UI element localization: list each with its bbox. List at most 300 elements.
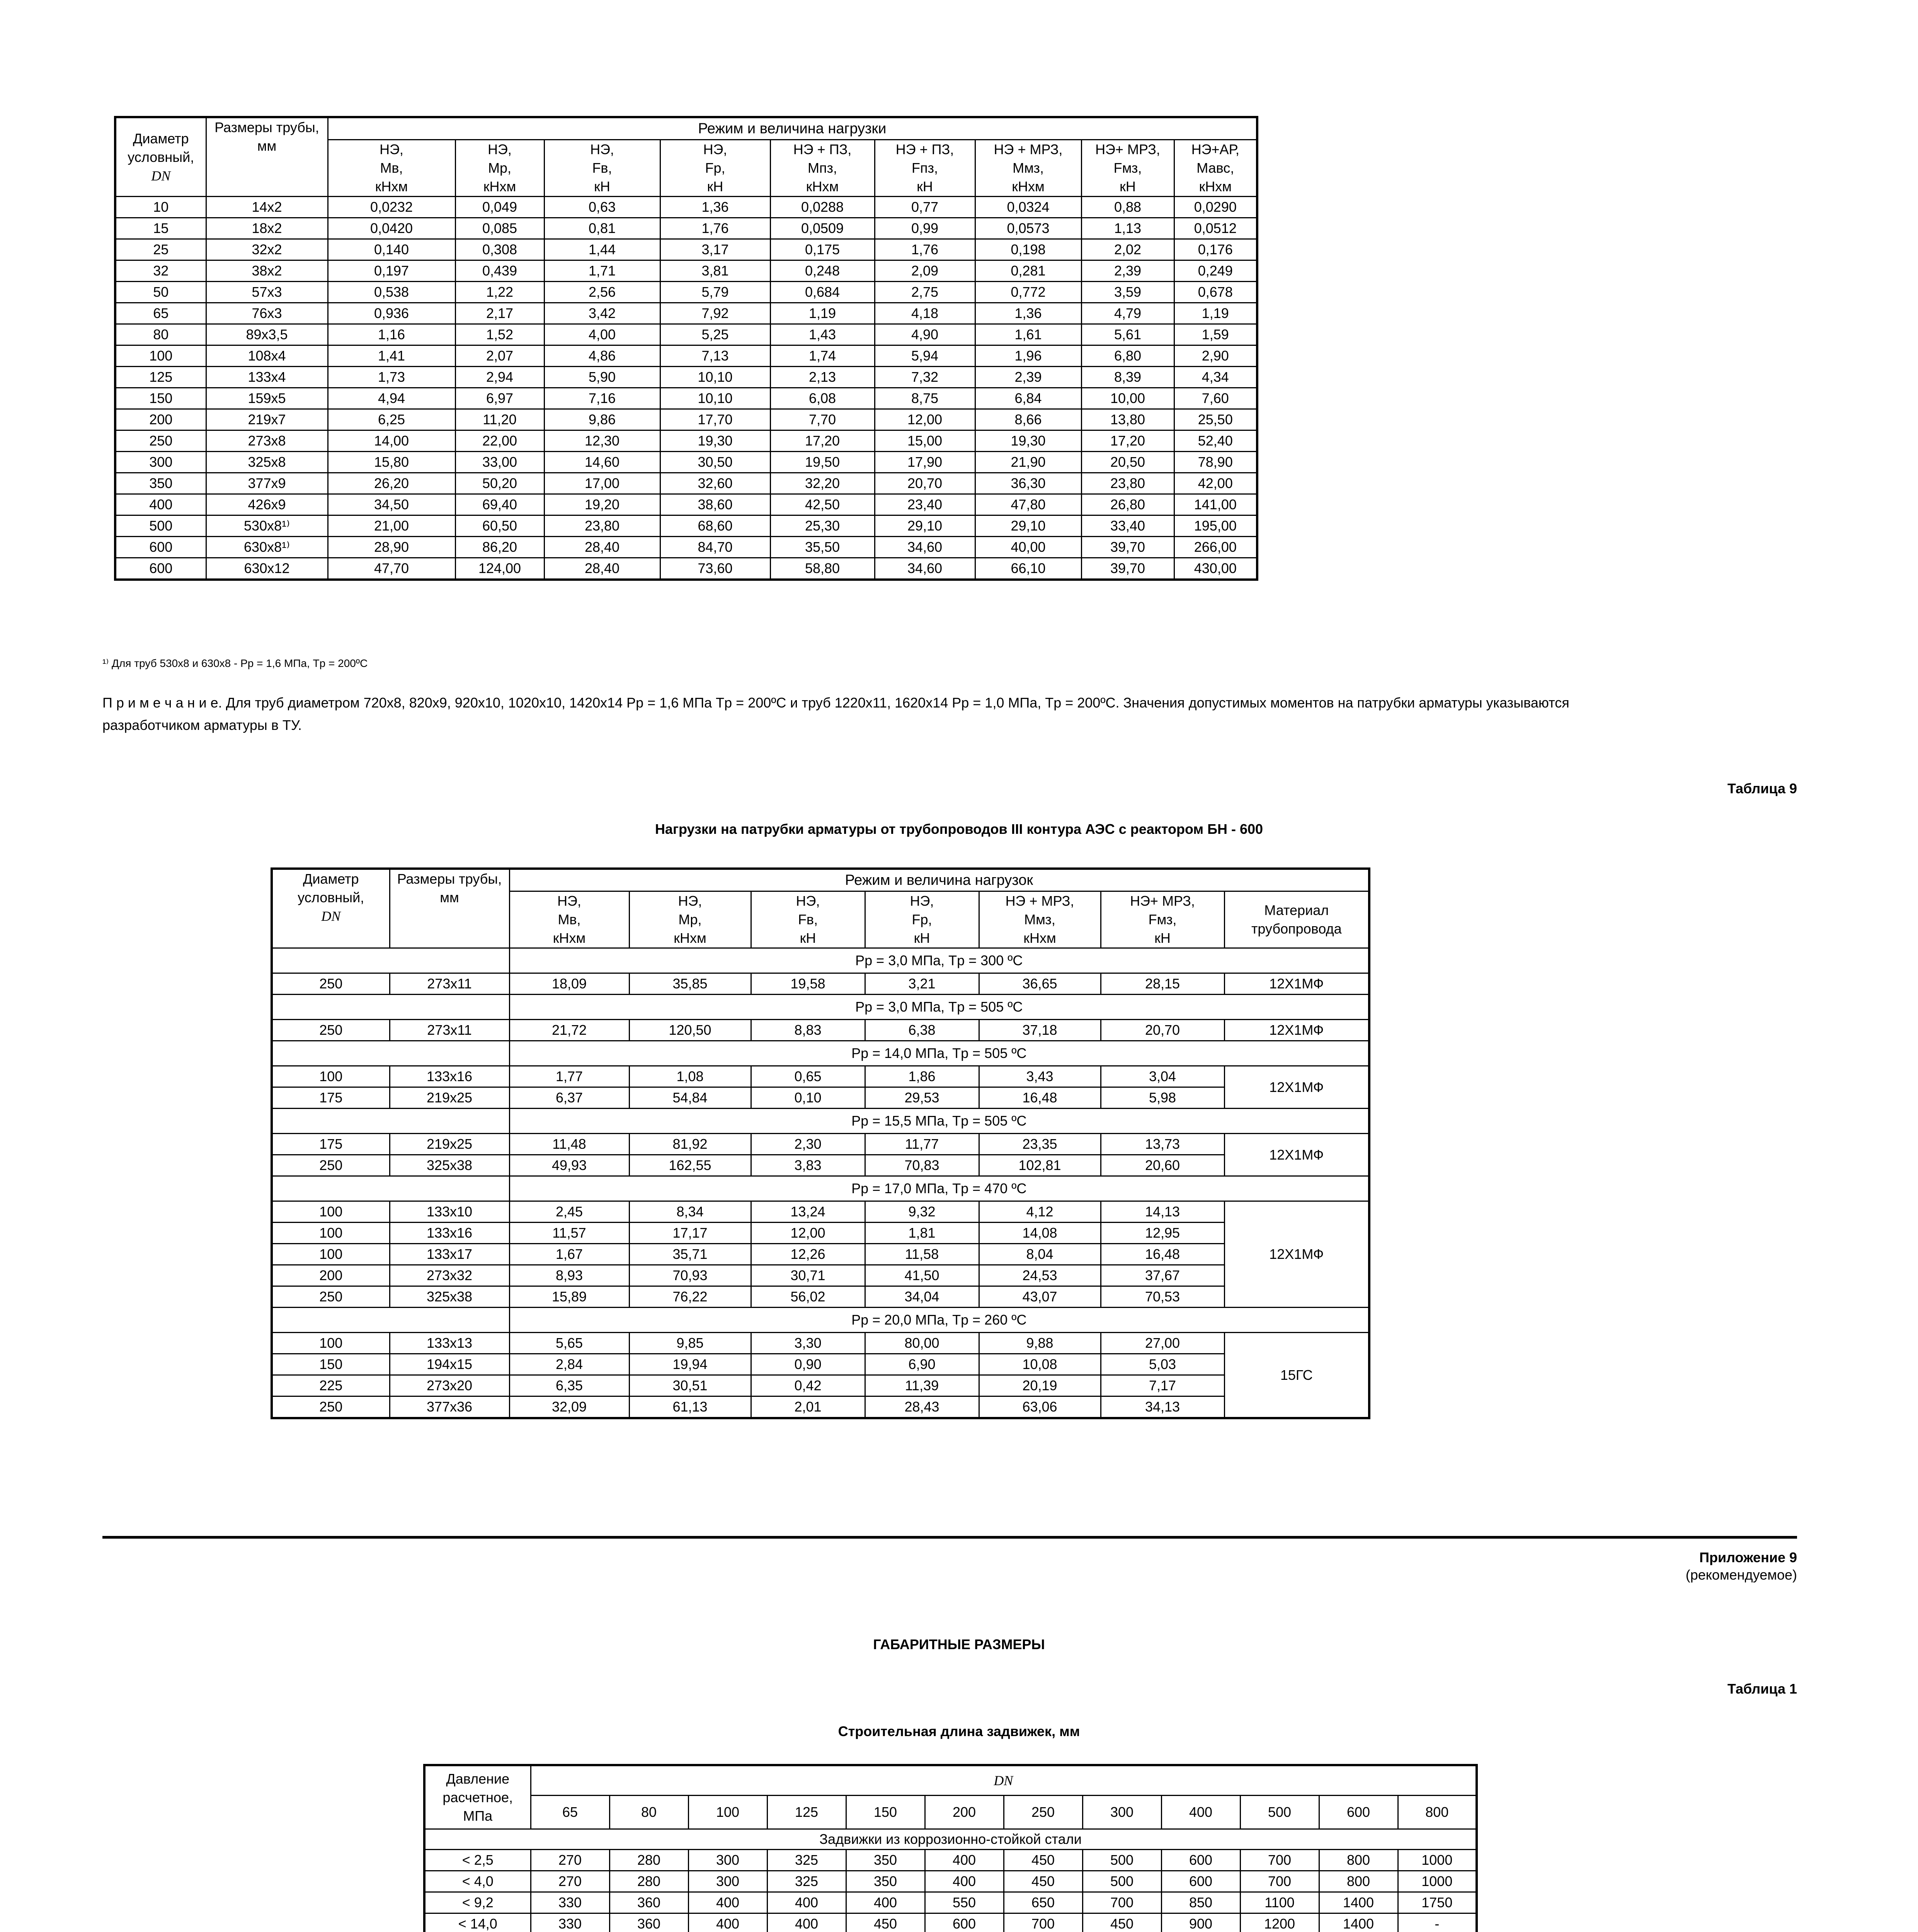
table-cell: 0,0573 — [975, 218, 1081, 239]
table-cell: 29,10 — [975, 515, 1081, 537]
condition-row — [272, 1041, 1369, 1066]
load-column-header — [979, 891, 1101, 948]
header-line: кН — [1120, 179, 1136, 194]
table-cell: 700 — [1240, 1850, 1319, 1871]
table-row — [424, 1871, 1477, 1892]
table-cell: 36,65 — [979, 973, 1101, 995]
condition-label: Pр = 3,0 МПа, Tр = 300 ºС — [509, 948, 1369, 973]
table-cell: 5,98 — [1101, 1087, 1224, 1109]
table-row — [272, 1265, 1369, 1286]
header-line: кНхм — [553, 930, 586, 946]
table-cell: 1,44 — [544, 239, 660, 260]
condition-spacer — [272, 1041, 509, 1066]
section-divider — [102, 1536, 1797, 1539]
header-line: НЭ, — [557, 893, 581, 909]
table-cell: 377х36 — [390, 1396, 509, 1418]
table-cell: 30,51 — [629, 1375, 751, 1396]
table-cell: 500 — [115, 515, 206, 537]
header-line: кНхм — [1012, 179, 1045, 194]
table-cell: 19,94 — [629, 1354, 751, 1375]
table-row — [272, 1087, 1369, 1109]
table-cell: 700 — [1082, 1892, 1161, 1913]
dn-header-text: Диаметр условный, — [128, 130, 194, 165]
table-cell: 273х8 — [206, 430, 328, 452]
table-cell: 17,90 — [875, 452, 975, 473]
table-cell: 219х7 — [206, 409, 328, 430]
condition-label: Pр = 14,0 МПа, Tр = 505 ºС — [509, 1041, 1369, 1066]
table-cell: 133х16 — [390, 1066, 509, 1087]
appendix-heading: ГАБАРИТНЫЕ РАЗМЕРЫ — [873, 1636, 1045, 1652]
table-cell: 600 — [115, 558, 206, 580]
table-cell: 2,94 — [455, 367, 544, 388]
table-cell: 15 — [115, 218, 206, 239]
table-cell: 6,37 — [509, 1087, 629, 1109]
condition-spacer — [272, 948, 509, 973]
table-cell: 600 — [1161, 1850, 1240, 1871]
table-cell: 16,48 — [1101, 1244, 1224, 1265]
table-cell: 6,80 — [1081, 345, 1174, 367]
header-line: НЭ+АР, — [1191, 141, 1239, 157]
table-cell: 200 — [115, 409, 206, 430]
table-cell: 9,32 — [865, 1201, 979, 1223]
table-cell: 80 — [115, 324, 206, 345]
table-cell: 36,30 — [975, 473, 1081, 494]
table-cell: 7,13 — [660, 345, 770, 367]
table-cell: 6,08 — [770, 388, 875, 409]
table-cell: 9,85 — [629, 1333, 751, 1354]
table-cell: 25,30 — [770, 515, 875, 537]
loads-table-continued — [114, 116, 1258, 581]
table-cell: 0,198 — [975, 239, 1081, 260]
table-row — [115, 218, 1257, 239]
loads-table-bn600 — [271, 867, 1370, 1419]
table-cell: 10,08 — [979, 1354, 1101, 1375]
table-cell: 100 — [272, 1066, 390, 1087]
table-cell: 73,60 — [660, 558, 770, 580]
header-line: НЭ + ПЗ, — [895, 141, 954, 157]
table-cell: 2,84 — [509, 1354, 629, 1375]
table-cell: 2,02 — [1081, 239, 1174, 260]
table-cell: 19,20 — [544, 494, 660, 515]
header-row — [424, 1765, 1477, 1796]
table-cell: 280 — [609, 1850, 688, 1871]
header-line: кНхм — [674, 930, 706, 946]
material-cell: 12Х1МФ — [1224, 973, 1369, 995]
table-cell: 325 — [767, 1850, 846, 1871]
table-cell: 28,40 — [544, 558, 660, 580]
table-cell: 0,63 — [544, 197, 660, 218]
table-cell: 400 — [767, 1913, 846, 1932]
table-cell: 0,88 — [1081, 197, 1174, 218]
pressure-cell: < 4,0 — [424, 1871, 531, 1892]
header-line: Ммз, — [1024, 912, 1055, 927]
table-cell: 76,22 — [629, 1286, 751, 1308]
table-cell: 300 — [688, 1871, 767, 1892]
table-cell: 325х38 — [390, 1286, 509, 1308]
table-cell: 273х11 — [390, 973, 509, 995]
table-cell: 133х10 — [390, 1201, 509, 1223]
table-cell: 4,34 — [1174, 367, 1257, 388]
table-cell: 19,50 — [770, 452, 875, 473]
table-cell: 133х16 — [390, 1223, 509, 1244]
dn-value: 100 — [688, 1796, 767, 1829]
header-line: кН — [707, 179, 723, 194]
table-cell: 6,90 — [865, 1354, 979, 1375]
header-line: НЭ, — [703, 141, 727, 157]
table-cell: 0,538 — [328, 282, 455, 303]
table-cell: 30,71 — [751, 1265, 865, 1286]
size-header: Размеры трубы, мм — [390, 869, 509, 948]
table-cell: 1750 — [1398, 1892, 1477, 1913]
dn-header-text: Диаметр условный, — [298, 871, 364, 905]
table-8 — [114, 116, 1258, 581]
table-row — [115, 515, 1257, 537]
table-row — [115, 537, 1257, 558]
table-cell: 133х4 — [206, 367, 328, 388]
table-cell: 600 — [925, 1913, 1004, 1932]
table-cell: 125 — [115, 367, 206, 388]
table-cell: 60,50 — [455, 515, 544, 537]
table-cell: 700 — [1004, 1913, 1082, 1932]
table-cell: 6,25 — [328, 409, 455, 430]
header-line: кН — [914, 930, 930, 946]
table-cell: 0,10 — [751, 1087, 865, 1109]
table-1-title: Строительная длина задвижек, мм — [838, 1723, 1080, 1739]
header-line: кНхм — [375, 179, 408, 194]
table-cell: 0,81 — [544, 218, 660, 239]
table-cell: 270 — [531, 1871, 609, 1892]
table-cell: 0,0290 — [1174, 197, 1257, 218]
table-row — [115, 452, 1257, 473]
table-cell: 39,70 — [1081, 558, 1174, 580]
table-cell: 7,60 — [1174, 388, 1257, 409]
table-cell: 26,80 — [1081, 494, 1174, 515]
table-cell: 6,97 — [455, 388, 544, 409]
table-cell: 37,18 — [979, 1020, 1101, 1041]
table-cell: 450 — [1004, 1871, 1082, 1892]
dn-value: 200 — [925, 1796, 1004, 1829]
table-row — [272, 1155, 1369, 1176]
table-cell: 34,04 — [865, 1286, 979, 1308]
condition-row — [272, 1308, 1369, 1333]
table-cell: 15,80 — [328, 452, 455, 473]
table-cell: 11,48 — [509, 1134, 629, 1155]
table-cell: 1,67 — [509, 1244, 629, 1265]
table-row — [115, 303, 1257, 324]
header-line: кНхм — [483, 179, 516, 194]
load-column-header — [544, 140, 660, 197]
table-cell: 5,25 — [660, 324, 770, 345]
table-cell: 5,79 — [660, 282, 770, 303]
table-cell: 7,16 — [544, 388, 660, 409]
pressure-header: Давление расчетное, МПа — [424, 1765, 531, 1829]
header-row — [272, 869, 1369, 891]
table-cell: 18х2 — [206, 218, 328, 239]
table-cell: 800 — [1319, 1850, 1398, 1871]
table-cell: 3,04 — [1101, 1066, 1224, 1087]
header-line: Fв, — [798, 912, 818, 927]
table-cell: 700 — [1240, 1871, 1319, 1892]
table-cell: 1000 — [1398, 1850, 1477, 1871]
table-cell: 23,80 — [1081, 473, 1174, 494]
table-cell: 2,75 — [875, 282, 975, 303]
table-cell: 150 — [115, 388, 206, 409]
table-cell: 20,60 — [1101, 1155, 1224, 1176]
table-row — [115, 409, 1257, 430]
table-cell: 630х12 — [206, 558, 328, 580]
header-line: Fр, — [705, 160, 725, 176]
header-line: НЭ, — [796, 893, 820, 909]
table-cell: 23,35 — [979, 1134, 1101, 1155]
table-cell: 2,30 — [751, 1134, 865, 1155]
table-cell: 70,83 — [865, 1155, 979, 1176]
header-line: Fмз, — [1148, 912, 1177, 927]
table-cell: 1,22 — [455, 282, 544, 303]
table-cell: 40,00 — [975, 537, 1081, 558]
pressure-cell: < 2,5 — [424, 1850, 531, 1871]
table-cell: 5,90 — [544, 367, 660, 388]
table-cell: 250 — [272, 1020, 390, 1041]
table-cell: 17,20 — [1081, 430, 1174, 452]
table-cell: 84,70 — [660, 537, 770, 558]
table-cell: 1,41 — [328, 345, 455, 367]
table-cell: 14,13 — [1101, 1201, 1224, 1223]
table-cell: 0,281 — [975, 260, 1081, 282]
table-row — [115, 197, 1257, 218]
table-cell: 17,17 — [629, 1223, 751, 1244]
table-cell: 7,17 — [1101, 1375, 1224, 1396]
material-cell: 12Х1МФ — [1224, 1201, 1369, 1308]
table-cell: 7,32 — [875, 367, 975, 388]
table-cell: 850 — [1161, 1892, 1240, 1913]
header-line: НЭ, — [678, 893, 702, 909]
material-cell: 12Х1МФ — [1224, 1020, 1369, 1041]
table-cell: 1200 — [1240, 1913, 1319, 1932]
table-cell: 37,67 — [1101, 1265, 1224, 1286]
table-cell: 70,53 — [1101, 1286, 1224, 1308]
table-cell: 61,13 — [629, 1396, 751, 1418]
table-cell: 1,52 — [455, 324, 544, 345]
table-cell: 300 — [115, 452, 206, 473]
header-line: Мв, — [558, 912, 581, 927]
size-header: Размеры трубы, мм — [206, 117, 328, 197]
table-cell: 30,50 — [660, 452, 770, 473]
table-cell: 600 — [1161, 1871, 1240, 1892]
table-cell: 6,38 — [865, 1020, 979, 1041]
table-cell: 1,59 — [1174, 324, 1257, 345]
table-cell: 250 — [272, 973, 390, 995]
table-cell: 450 — [846, 1913, 925, 1932]
table-cell: 78,90 — [1174, 452, 1257, 473]
table-cell: 360 — [609, 1892, 688, 1913]
load-column-header — [1081, 140, 1174, 197]
header-line: НЭ, — [380, 141, 403, 157]
table-cell: 219х25 — [390, 1087, 509, 1109]
table-cell: 17,70 — [660, 409, 770, 430]
table-cell: 42,50 — [770, 494, 875, 515]
header-line: Мавс, — [1196, 160, 1234, 176]
table-cell: 12,00 — [751, 1223, 865, 1244]
table-cell: 11,57 — [509, 1223, 629, 1244]
table-cell: 2,09 — [875, 260, 975, 282]
table-cell: 330 — [531, 1913, 609, 1932]
table-cell: 400 — [925, 1850, 1004, 1871]
gate-valve-length-table — [423, 1764, 1478, 1932]
table-cell: 0,140 — [328, 239, 455, 260]
condition-spacer — [272, 1109, 509, 1134]
table-cell: 1,86 — [865, 1066, 979, 1087]
table-row — [272, 1333, 1369, 1354]
material-cell: 12Х1МФ — [1224, 1134, 1369, 1176]
table-cell: 450 — [1082, 1913, 1161, 1932]
table-cell: 65 — [115, 303, 206, 324]
material-header: Материал трубопровода — [1224, 891, 1369, 948]
table-cell: 500 — [1082, 1850, 1161, 1871]
header-line: Fр, — [912, 912, 932, 927]
table-cell: 17,00 — [544, 473, 660, 494]
table-cell: 4,86 — [544, 345, 660, 367]
table-cell: 273х11 — [390, 1020, 509, 1041]
table-cell: 10,10 — [660, 388, 770, 409]
table-cell: 100 — [272, 1201, 390, 1223]
header-line: Fпз, — [912, 160, 938, 176]
table-cell: 13,73 — [1101, 1134, 1224, 1155]
condition-row — [272, 1109, 1369, 1134]
table-row — [115, 260, 1257, 282]
table-cell: 1,08 — [629, 1066, 751, 1087]
table-9 — [271, 867, 1370, 1419]
table-cell: 175 — [272, 1087, 390, 1109]
table-cell: 0,90 — [751, 1354, 865, 1375]
table-cell: 34,60 — [875, 558, 975, 580]
header-line: Мпз, — [808, 160, 837, 176]
header-line: НЭ, — [910, 893, 934, 909]
table-cell: 3,83 — [751, 1155, 865, 1176]
table-cell: 21,72 — [509, 1020, 629, 1041]
table-cell: 225 — [272, 1375, 390, 1396]
table-cell: 14,08 — [979, 1223, 1101, 1244]
table-row — [272, 1286, 1369, 1308]
table-cell: 34,13 — [1101, 1396, 1224, 1418]
load-column-header — [975, 140, 1081, 197]
pressure-cell: < 9,2 — [424, 1892, 531, 1913]
table-cell: 550 — [925, 1892, 1004, 1913]
table-cell: 14х2 — [206, 197, 328, 218]
mode-header: Режим и величина нагрузок — [509, 869, 1369, 891]
table-cell: 25,50 — [1174, 409, 1257, 430]
table-cell: 50,20 — [455, 473, 544, 494]
table-row — [272, 1244, 1369, 1265]
load-column-header — [865, 891, 979, 948]
table-row — [272, 1066, 1369, 1087]
table-cell: 57х3 — [206, 282, 328, 303]
table-cell: 2,45 — [509, 1201, 629, 1223]
table-row — [115, 558, 1257, 580]
table-cell: 9,88 — [979, 1333, 1101, 1354]
table-cell: 28,43 — [865, 1396, 979, 1418]
table-cell: 66,10 — [975, 558, 1081, 580]
table-cell: 33,40 — [1081, 515, 1174, 537]
condition-spacer — [272, 1176, 509, 1201]
table-cell: 0,0420 — [328, 218, 455, 239]
table-cell: 29,53 — [865, 1087, 979, 1109]
table-cell: 8,34 — [629, 1201, 751, 1223]
table-cell: 16,48 — [979, 1087, 1101, 1109]
table-9-label: Таблица 9 — [1727, 781, 1797, 796]
table-cell: 270 — [531, 1850, 609, 1871]
section-row — [424, 1829, 1477, 1850]
table-cell: 2,13 — [770, 367, 875, 388]
table-cell: 5,61 — [1081, 324, 1174, 345]
dn-value: 250 — [1004, 1796, 1082, 1829]
dn-symbol: DN — [531, 1765, 1477, 1796]
table-cell: 0,0512 — [1174, 218, 1257, 239]
table-cell: 35,85 — [629, 973, 751, 995]
note-line-2: разработчиком арматуры в ТУ. — [102, 717, 302, 733]
table-cell: 273х20 — [390, 1375, 509, 1396]
table-cell: 600 — [115, 537, 206, 558]
header-line: Fмз, — [1113, 160, 1142, 176]
header-line: НЭ, — [488, 141, 512, 157]
table-row — [115, 430, 1257, 452]
table-cell: 12,26 — [751, 1244, 865, 1265]
table-cell: 1400 — [1319, 1892, 1398, 1913]
table-cell: 12,30 — [544, 430, 660, 452]
table-cell: 530х8¹⁾ — [206, 515, 328, 537]
table-cell: 8,39 — [1081, 367, 1174, 388]
table-cell: 195,00 — [1174, 515, 1257, 537]
table-cell: 133х13 — [390, 1333, 509, 1354]
table-cell: 10,10 — [660, 367, 770, 388]
header-line: Мр, — [678, 912, 702, 927]
table-row — [115, 367, 1257, 388]
table-cell: 108х4 — [206, 345, 328, 367]
table-cell: 50 — [115, 282, 206, 303]
table-cell: 28,90 — [328, 537, 455, 558]
table-cell: 49,93 — [509, 1155, 629, 1176]
dn-value: 800 — [1398, 1796, 1477, 1829]
table-row — [115, 494, 1257, 515]
table-cell: 5,03 — [1101, 1354, 1224, 1375]
header-line: кНхм — [806, 179, 839, 194]
table-cell: 400 — [925, 1871, 1004, 1892]
table-cell: 1,36 — [660, 197, 770, 218]
table-cell: 1,43 — [770, 324, 875, 345]
dn-value: 65 — [531, 1796, 609, 1829]
table-cell: 3,17 — [660, 239, 770, 260]
table-cell: 19,30 — [975, 430, 1081, 452]
table-cell: 27,00 — [1101, 1333, 1224, 1354]
table-cell: 100 — [115, 345, 206, 367]
header-line: НЭ, — [590, 141, 614, 157]
table-cell: 0,175 — [770, 239, 875, 260]
table-cell: 0,085 — [455, 218, 544, 239]
table-cell: 2,07 — [455, 345, 544, 367]
table-cell: 56,02 — [751, 1286, 865, 1308]
table-cell: 0,0509 — [770, 218, 875, 239]
table-row — [424, 1850, 1477, 1871]
table-cell: 325 — [767, 1871, 846, 1892]
table-cell: 13,80 — [1081, 409, 1174, 430]
table-cell: 17,20 — [770, 430, 875, 452]
table-cell: 400 — [767, 1892, 846, 1913]
table-cell: 33,00 — [455, 452, 544, 473]
table-cell: 1,74 — [770, 345, 875, 367]
table-cell: 15,89 — [509, 1286, 629, 1308]
table-cell: 14,60 — [544, 452, 660, 473]
table-cell: 162,55 — [629, 1155, 751, 1176]
table-cell: 1,73 — [328, 367, 455, 388]
